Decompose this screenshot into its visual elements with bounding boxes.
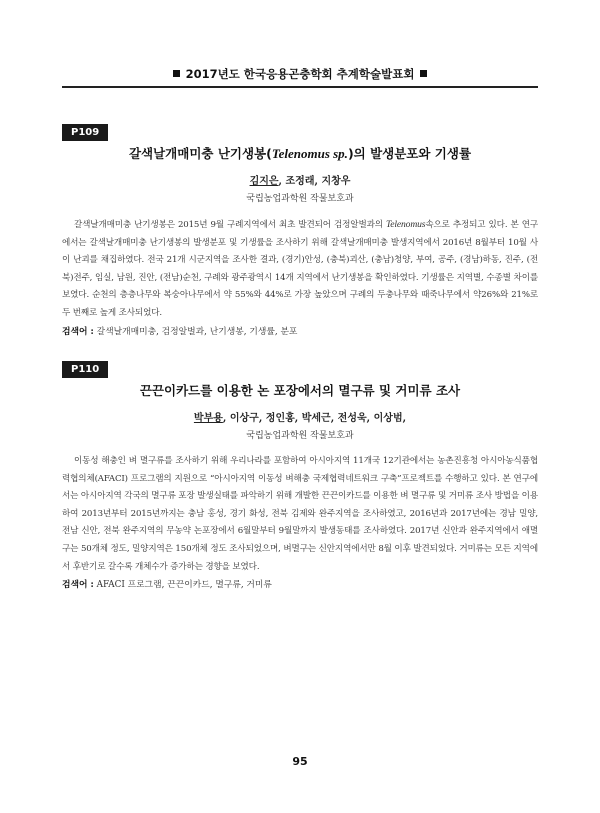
scientific-name: Telenomus sp.: [271, 146, 348, 161]
author-list: [62, 409, 538, 424]
keywords: [62, 325, 538, 339]
title-text: 갈색날개매미충 난기생봉(: [128, 146, 272, 161]
abstract-code-badge: P110: [62, 361, 108, 378]
abstract-code-badge: P109: [62, 124, 108, 141]
keywords-label: 검색어 :: [62, 326, 94, 337]
page-number: 95: [292, 755, 308, 768]
keywords-list: AFACI 프로그램, 끈끈이카드, 멸구류, 거미류: [93, 580, 272, 591]
header-divider: [62, 86, 538, 88]
square-bullet-icon: [420, 70, 427, 77]
affiliation: 국립농업과학원 작물보호과: [246, 194, 354, 204]
conference-name: 2017년도 한국응용곤충학회 추계학술발표회: [185, 67, 415, 81]
abstract-p110: [62, 357, 538, 592]
body-text: 갈색날개매미충 난기생봉은 2015년 9월 구례지역에서 최초 발견되어 검정알벌과의: [74, 220, 386, 230]
body-text: 속으로 추정되고 있다. 본 연구에서는 갈색날개매미충 난기생봉의 발생분포 및 기생률을 조사하기 위해 갈색날개매미충 발생지역에서 2016년 8월부터 10월 사이 난괴를 채집하였다. 전국 21개 시군지역을 조사한 결과, (경기)안성, (충북)괴산, (충남)청양, 부여, 공주, (경남)하동, 진주, (전북)전주, 임실, 남원, 진안, (전남)순천, 구례와 광주광역시 14개 지역에서 난기생봉을 확인하였다. 기생률은 지역별, 수종별 차이를 보였다. 순천의 층층나무와 복숭아나무에서 약 55%와 44%로 가장 높았으며 구례의 두충나무와 때죽나무에서 약26%와 21%로 두 번째로 높게 조사되었다.: [62, 220, 538, 318]
title-text: )의 발생분포와 기생률: [347, 146, 472, 161]
abstract-body: [62, 216, 538, 323]
abstract-title: [62, 144, 538, 162]
lead-author: 박부용: [193, 413, 223, 424]
genus-name: Telenomus: [385, 219, 426, 230]
author-list: [62, 172, 538, 187]
keywords-list: 갈색날개매미충, 검정알벌과, 난기생봉, 기생률, 분포: [93, 326, 298, 337]
keywords: [62, 578, 538, 592]
lead-author: 김지은: [249, 176, 279, 187]
keywords-label: 검색어 :: [62, 580, 94, 591]
affiliation: 국립농업과학원 작물보호과: [246, 431, 354, 441]
co-authors: , 이상구, 정인홍, 박세근, 전성욱, 이상범,: [222, 413, 407, 424]
conference-header: [0, 66, 600, 82]
abstract-p109: [62, 120, 538, 339]
abstract-body: 이동성 해충인 벼 멸구류를 조사하기 위해 우리나라를 포함하여 아시아지역 11개국 12기관에서는 농촌진흥청 아시아농식품협력협의체(AFACI) 프로그램의 지원으로 “아시아지역 이동성 벼해충 국제협력네트워크 구축”프로젝트를 수행하고 있다. 본 연구에서는 아시아지역 각국의 멸구류 포장 발생실태를 파악하기 위해 개발한 끈끈이카드를 이용한 벼 멸구류 및 거미류 조사 방법을 이용하여 2013년부터 2015년까지는 충남 홍성, 경기 화성, 전북 김제와 완주지역을 조사하였고, 2016년과 2017년에는 경남 밀양, 전남 신안, 전북 완주지역의 무농약 논포장에서 6월말부터 9월말까지 발생동태를 조사하였다. 2017년 신안과 완주지역에서 애멸구는 50개체 정도, 밀양지역은 150개체 정도 조사되었으며, 벼멸구는 신안지역에서만 8월 이후 발견되었다. 거미류는 모든 지역에서 후반기로 갈수록 개체수가 증가하는 경향을 보였다.: [62, 456, 538, 572]
square-bullet-icon: [173, 70, 180, 77]
abstract-title: 끈끈이카드를 이용한 논 포장에서의 멸구류 및 거미류 조사: [139, 383, 461, 398]
co-authors: , 조정래, 지창우: [278, 176, 351, 187]
